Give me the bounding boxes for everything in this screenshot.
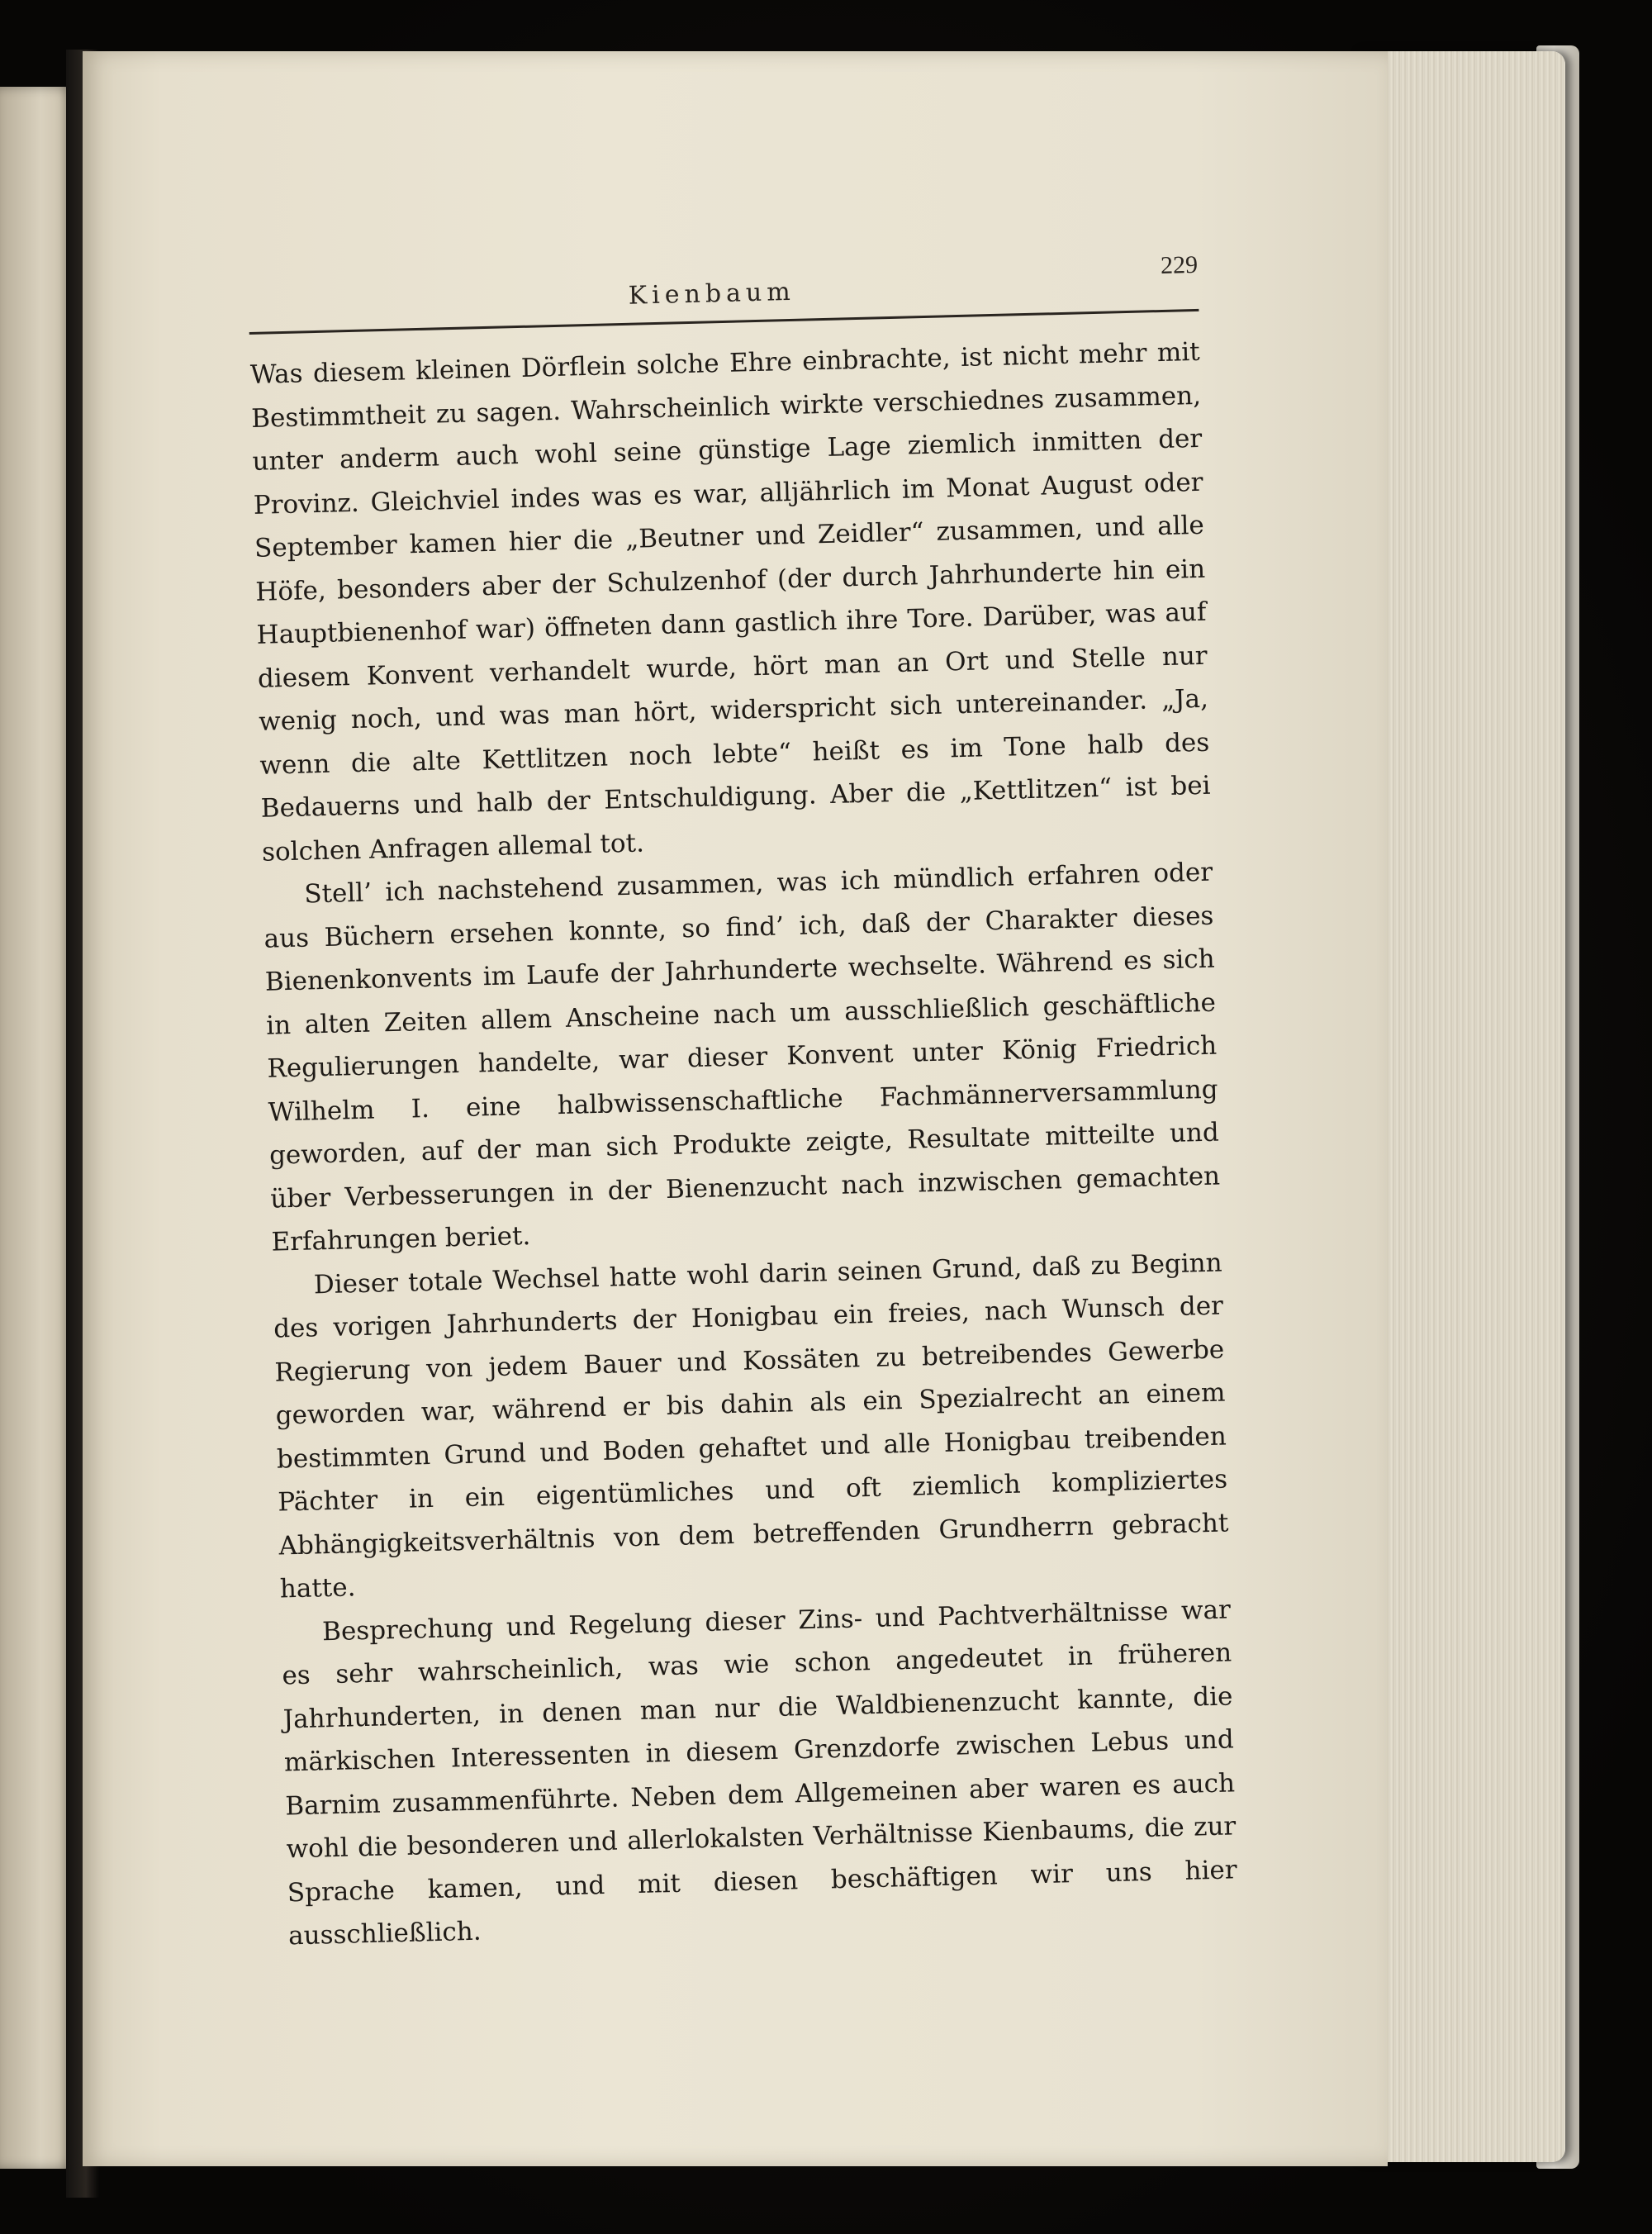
header-rule bbox=[249, 309, 1199, 335]
paragraph: Besprechung und Regelung dieser Zins- und Pachtverhältnisse war es sehr wahrscheinlich, was wie schon angedeutet in früheren Jahrhunderten, in denen man nur die Waldbienenzucht kannte, die märkischen Interessenten in diesem Grenzdorfe zwischen Lebus und Barnim zusammenführte. Neben dem Allgemeinen aber waren es auch wohl die besonderen und allerlokalsten Verhältnisse Kienbaums, die zur Sprache kamen, und mit diesen beschäftigen wir uns hier ausschließlich. bbox=[282, 1594, 1237, 1951]
running-header bbox=[248, 251, 1199, 324]
book-page bbox=[83, 51, 1388, 2166]
running-title: Kienbaum bbox=[628, 277, 796, 311]
page-content bbox=[248, 251, 1238, 1958]
paragraph: Stell’ ich nachstehend zusammen, was ich mündlich erfahren oder aus Büchern ersehen konnte, so find’ ich, daß der Charakter dieses Bienenkonvents im Laufe der Jahrhunderte wechselte. Während es sich in alten Zeiten allem Anscheine nach um ausschließlich geschäftliche Regulierungen handelte, war dieser Konvent unter König Friedrich Wilhelm I. eine halbwissenschaftliche Fachmännerversammlung geworden, auf der man sich Produkte zeigte, Resultate mitteilte und über Verbesserungen in der Bienenzucht nach inzwischen gemachten Erfahrungen beriet. bbox=[263, 857, 1221, 1257]
facing-page-edge bbox=[0, 87, 74, 2169]
paragraph: Dieser totale Wechsel hatte wohl darin seinen Grund, daß zu Beginn des vorigen Jahrhunderts der Honigbau ein freies, nach Wunsch der Regierung von jedem Bauer und Kossäten zu betreibendes Gewerbe geworden war, während er bis dahin als ein Spezialrecht an einem bestimmten Grund und Boden gehaftet und alle Honigbau treibenden Pächter in ein eigentümliches und oft ziemlich kompliziertes Abhängigkeitsverhältnis von dem betreffenden Grundherrn gebracht hatte. bbox=[273, 1248, 1229, 1604]
body-text bbox=[249, 330, 1238, 1958]
page-number: 229 bbox=[1160, 250, 1199, 279]
paragraph: Was diesem kleinen Dörflein solche Ehre einbrachte, ist nicht mehr mit Bestimmtheit zu sagen. Wahrscheinlich wirkte verschiednes zusammen, unter anderm auch wohl seine günstige Lage ziemlich inmitten der Provinz. Gleichviel indes was es war, alljährlich im Monat August oder September kamen hier die „Beutner und Zeidler“ zusammen, und alle Höfe, besonders aber der Schulzenhof (der durch Jahrhunderte hin ein Hauptbienenhof war) öffneten dann gastlich ihre Tore. Darüber, was auf diesem Konvent verhandelt wurde, hört man an Ort und Stelle nur wenig noch, und was man hört, widerspricht sich untereinander. „Ja, wenn die alte Kettlitzen noch lebte“ heißt es im Tone halb des Bedauerns und halb der Entschuldigung. Aber die „Kettlitzen“ ist bei solchen Anfragen allemal tot. bbox=[249, 336, 1211, 867]
